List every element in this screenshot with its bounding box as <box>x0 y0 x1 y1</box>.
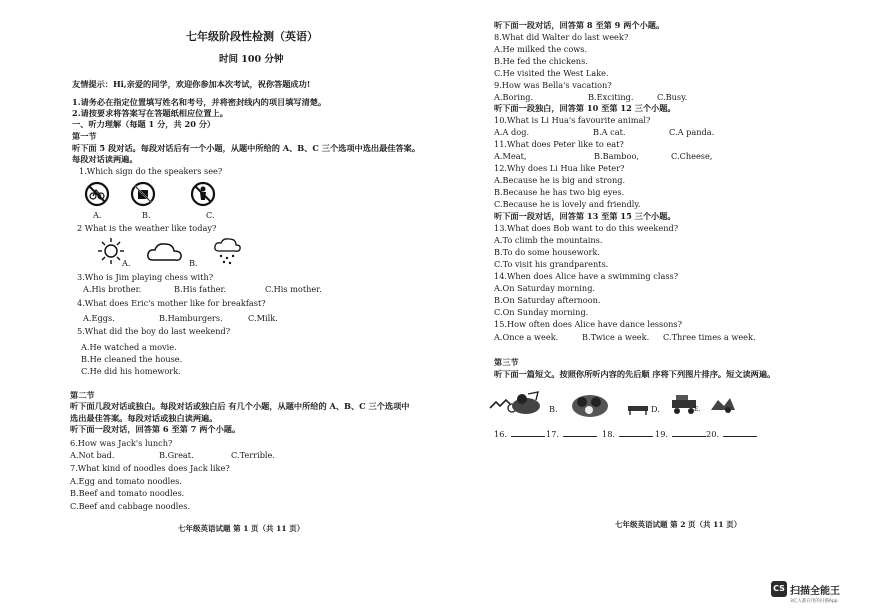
answer-18-number: 18. <box>602 429 616 439</box>
q2-option-b: B. <box>189 258 198 268</box>
q3-option-c: C.His mother. <box>265 284 322 294</box>
q12-option-a: A.Because he is big and strong. <box>494 175 626 185</box>
q12-option-b: B.Because he has two big eyes. <box>494 187 625 197</box>
q5-option-b: B.He cleaned the house. <box>81 354 183 364</box>
exam-page-2 <box>440 0 870 615</box>
q1-option-c: C. <box>206 210 215 220</box>
answer-17-blank[interactable] <box>563 429 597 437</box>
picture-e-icon <box>708 394 738 416</box>
no-photo-sign-icon <box>190 180 216 208</box>
section-listening: 一、听力理解（每题 1 分，共 20 分） <box>72 119 216 129</box>
question-13: 13.What does Bob want to do this weekend? <box>494 223 679 233</box>
q10-option-c: C.A panda. <box>669 127 715 137</box>
part-2-instruction-3: 听下面一段对话，回答第 6 至第 7 两个小题。 <box>70 424 241 434</box>
q10-option-a: A.A dog. <box>494 127 530 137</box>
answer-19-number: 19. <box>655 429 669 439</box>
answer-20-number: 20. <box>706 429 720 439</box>
q6-option-c: C.Terrible. <box>231 450 275 460</box>
instruction-q13-q15: 听下面一段对话，回答第 13 至第 15 三个小题。 <box>494 211 676 221</box>
question-1: 1.Which sign do the speakers see? <box>79 166 223 176</box>
question-10: 10.What is Li Hua's favourite animal? <box>494 115 651 125</box>
picture-a-scene-icon <box>508 388 544 418</box>
answer-16-blank[interactable] <box>511 429 545 437</box>
question-6: 6.How was Jack's lunch? <box>70 438 173 448</box>
question-11: 11.What does Peter like to eat? <box>494 139 624 149</box>
q13-option-a: A.To climb the mountains. <box>494 235 603 245</box>
answer-17-number: 17. <box>546 429 560 439</box>
q11-option-a: A.Meat, <box>494 151 527 161</box>
q14-option-a: A.On Saturday morning. <box>494 283 596 293</box>
answer-18[interactable] <box>602 429 657 440</box>
exam-time: 时间 100 分钟 <box>219 54 284 65</box>
q7-option-a: A.Egg and tomato noodles. <box>70 476 182 486</box>
q3-option-a: A.His brother. <box>83 284 142 294</box>
q15-option-c: C.Three times a week. <box>663 332 756 342</box>
q4-option-b: B.Hamburgers. <box>159 313 223 323</box>
answer-20-blank[interactable] <box>723 429 757 437</box>
question-8: 8.What did Walter do last week? <box>494 32 629 42</box>
question-15: 15.How often does Alice have dance lessons? <box>494 319 682 329</box>
no-eating-sign-icon <box>130 181 156 207</box>
answer-20[interactable] <box>706 429 761 440</box>
q10-option-b: B.A cat. <box>593 127 626 137</box>
question-4: 4.What does Eric's mother like for breakfast? <box>77 298 266 308</box>
q4-option-c: C.Milk. <box>248 313 278 323</box>
q13-option-c: C.To visit his grandparents. <box>494 259 609 269</box>
part-1-instruction-2: 每段对话读两遍。 <box>72 154 138 164</box>
q5-option-c: C.He did his homework. <box>81 366 181 376</box>
picture-b-icon <box>568 390 612 420</box>
part-1-instruction: 听下面 5 段对话。每段对话后有一个小题，从题中所给的 A、B、C 三个选项中选出最佳答案。 <box>72 143 421 153</box>
question-7: 7.What kind of noodles does Jack like? <box>70 463 230 473</box>
q4-option-a: A.Eggs. <box>83 313 115 323</box>
friendly-tip: 友情提示：Hi,亲爱的同学，欢迎你参加本次考试，祝你答题成功! <box>72 79 311 89</box>
cloudy-icon <box>145 240 185 264</box>
q13-option-b: B.To do some housework. <box>494 247 601 257</box>
part-3-heading: 第三节 <box>494 357 519 367</box>
q2-option-a: A. <box>122 258 131 268</box>
picture-label-b: B. <box>549 404 558 414</box>
answer-16-number: 16. <box>494 429 508 439</box>
q15-option-a: A.Once a week. <box>494 332 559 342</box>
q9-option-c: C.Busy. <box>657 92 688 102</box>
watermark-subtitle: 3亿人都在用的扫描App <box>790 599 838 604</box>
q3-option-b: B.His father. <box>174 284 227 294</box>
q8-option-b: B.He fed the chickens. <box>494 56 588 66</box>
q6-option-a: A.Not bad. <box>70 450 115 460</box>
answer-16[interactable] <box>494 429 549 440</box>
question-12: 12.Why does Li Hua like Peter? <box>494 163 625 173</box>
answer-17[interactable] <box>546 429 601 440</box>
q14-option-b: B.On Saturday afternoon. <box>494 295 601 305</box>
question-2: 2 What is the weather like today? <box>77 223 217 233</box>
q14-option-c: C.On Sunday morning. <box>494 307 589 317</box>
q12-option-c: C.Because he is lovely and friendly. <box>494 199 641 209</box>
picture-label-e: E. <box>694 406 701 413</box>
notice-1: 1.请务必在指定位置填写姓名和考号，并将密封线内的项目填写清楚。 <box>72 97 327 107</box>
q1-option-b: B. <box>142 210 151 220</box>
q8-option-a: A.He milked the cows. <box>494 44 588 54</box>
notice-2: 2.请按要求将答案写在答题纸相应位置上。 <box>72 108 228 118</box>
page-1-footer: 七年级英语试题 第 1 页（共 11 页） <box>178 524 305 533</box>
q9-option-a: A.Boring. <box>494 92 534 102</box>
answer-18-blank[interactable] <box>619 429 653 437</box>
instruction-q8-q9: 听下面一段对话，回答第 8 至第 9 两个小题。 <box>494 20 665 30</box>
scanner-watermark <box>771 579 866 609</box>
q11-option-b: B.Bamboo, <box>594 151 639 161</box>
rainy-icon <box>212 236 242 266</box>
part-2-heading: 第二节 <box>70 390 95 400</box>
q9-option-b: B.Exciting. <box>588 92 634 102</box>
no-bicycle-sign-icon <box>84 181 110 207</box>
watermark-brand: 扫描全能王 <box>790 586 840 597</box>
part-3-instruction: 听下面一篇短文。按照你所听内容的先后顺 序将下列图片排序。短文读两遍。 <box>494 369 776 379</box>
picture-label-d: D. <box>651 404 660 414</box>
instruction-q10-q12: 听下面一段独白，回答第 10 至第 12 三个小题。 <box>494 103 676 113</box>
part-2-instruction: 听下面几段对话或独白。每段对话或独白后 有几个小题，从题中所给的 A、B、C 三个选项中 <box>70 401 410 411</box>
answer-19[interactable] <box>655 429 710 440</box>
question-14: 14.When does Alice have a swimming class? <box>494 271 679 281</box>
page-2-footer: 七年级英语试题 第 2 页（共 11 页） <box>615 520 742 529</box>
exam-title: 七年级阶段性检测（英语） <box>186 30 318 43</box>
part-2-instruction-2: 选出最佳答案。每段对话或独白读两遍。 <box>70 413 218 423</box>
q5-option-a: A.He watched a movie. <box>81 342 177 352</box>
q7-option-c: C.Beef and cabbage noodles. <box>70 501 191 511</box>
cs-logo-icon: CS <box>771 581 787 597</box>
q1-option-a: A. <box>93 210 102 220</box>
q11-option-c: C.Cheese, <box>671 151 713 161</box>
part-1-heading: 第一节 <box>72 131 97 141</box>
question-5: 5.What did the boy do last weekend? <box>77 326 231 336</box>
answer-19-blank[interactable] <box>672 429 706 437</box>
q6-option-b: B.Great. <box>159 450 194 460</box>
question-3: 3.Who is Jim playing chess with? <box>77 272 214 282</box>
q15-option-b: B.Twice a week. <box>582 332 650 342</box>
q7-option-b: B.Beef and tomato noodles. <box>70 488 185 498</box>
q8-option-c: C.He visited the West Lake. <box>494 68 609 78</box>
question-9: 9.How was Bella's vacation? <box>494 80 612 90</box>
picture-c-icon <box>626 400 652 416</box>
